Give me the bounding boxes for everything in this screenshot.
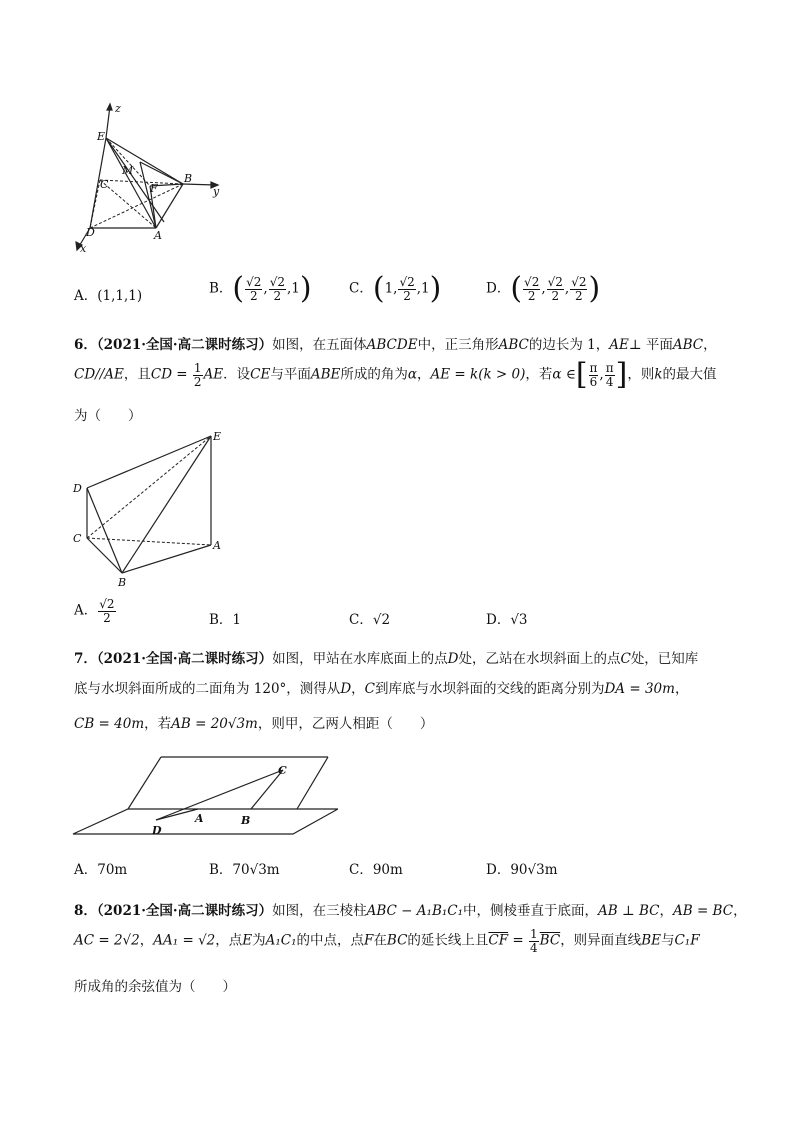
q7-options <box>74 858 754 878</box>
q5-option-b[interactable]: B．( $\frac{√2}{2}$ , $\frac{√2}{2}$ ,1) <box>209 271 312 306</box>
q8-line-1: 8．（2021·全国·高二课时练习）如图，在三棱柱ABC − A₁B₁C₁中，侧棱垂直于底面，AB ⊥ BC，AB = BC， <box>74 903 747 919</box>
q7-line-3: CB = 40m，若AB = 20√3m，则甲，乙两人相距（ ） <box>74 716 434 732</box>
q6-option-b[interactable]: B．1 <box>209 612 242 628</box>
fig1-label-y: y <box>213 185 220 198</box>
fig3-label-D: D <box>152 824 162 837</box>
fig3-label-A: A <box>195 812 204 825</box>
q7-line-1: 7．（2021·全国·高二课时练习）如图，甲站在水库底面上的点D处，乙站在水坝斜面上的点C处，已知库 <box>74 651 699 667</box>
q7-option-d[interactable]: D．90√3m <box>486 862 558 878</box>
q6-option-a[interactable]: A． $\frac{√2}{2}$ <box>74 597 115 625</box>
fig2-label-C: C <box>73 532 82 545</box>
figure-pentahedron <box>68 428 228 590</box>
q8-line-3: 所成角的余弦值为（ ） <box>74 979 236 995</box>
q5-options <box>74 271 754 314</box>
q5-option-a[interactable]: A．(1,1,1) <box>74 288 143 304</box>
fig1-label-M: M <box>122 164 134 177</box>
q6-line-3: 为（ ） <box>74 408 142 424</box>
figure-dam-planes <box>68 752 338 840</box>
fig1-label-F: F <box>150 182 158 195</box>
fig2-label-D: D <box>73 482 82 495</box>
q8-line-2: AC = 2√2，AA₁ = √2，点E为A₁C₁的中点，点F在BC的延长线上且$\overline{CF}$ = $\frac{1}{4}$ $\overline{BC}$，则异面直线BE与C₁F <box>74 927 700 955</box>
fig1-label-D: D <box>86 226 95 239</box>
q7-option-b[interactable]: B．70√3m <box>209 862 280 878</box>
q6-options <box>74 598 754 638</box>
q7-option-a[interactable]: A．70m <box>74 862 128 878</box>
q5-option-c[interactable]: C．(1, $\frac{√2}{2}$ ,1) <box>349 271 442 306</box>
q6-line-1: 6．（2021·全国·高二课时练习）如图，在五面体ABCDE中，正三角形ABC的边长为 1，AE⊥ 平面ABC， <box>74 337 717 353</box>
fig1-label-x: x <box>80 242 87 255</box>
q6-option-d[interactable]: D．√3 <box>486 612 528 628</box>
fig1-label-E: E <box>97 130 106 143</box>
fig2-label-E: E <box>213 430 222 443</box>
q6-option-c[interactable]: C．√2 <box>349 612 391 628</box>
fig2-label-B: B <box>118 576 127 589</box>
fig1-label-B: B <box>184 172 193 185</box>
fig1-label-C: C <box>100 178 109 191</box>
fig1-label-A: A <box>154 229 162 242</box>
q7-line-2: 底与水坝斜面所成的二面角为 120°，测得从D，C到库底与水坝斜面的交线的距离分别为DA = 30m， <box>74 681 689 697</box>
fig2-label-A: A <box>213 539 221 552</box>
figure-pyramid-coordinates <box>70 100 230 255</box>
q6-line-2: CD//AE，且CD = $\frac{1}{2}$ AE．设CE与平面ABE所成的角为α，AE = k(k > 0)，若α ∈[ $\frac{\pi}{6}$ , $\frac{\pi}{4}$ ]，则k的最大值 <box>74 357 717 392</box>
fig3-label-B: B <box>241 814 251 827</box>
q5-option-d[interactable]: D．( $\frac{√2}{2}$ , $\frac{√2}{2}$ , $\frac{√2}{2}$ ) <box>486 271 601 306</box>
fig1-label-z: z <box>115 102 121 115</box>
q7-option-c[interactable]: C．90m <box>349 862 403 878</box>
fig3-label-C: C <box>278 764 287 777</box>
